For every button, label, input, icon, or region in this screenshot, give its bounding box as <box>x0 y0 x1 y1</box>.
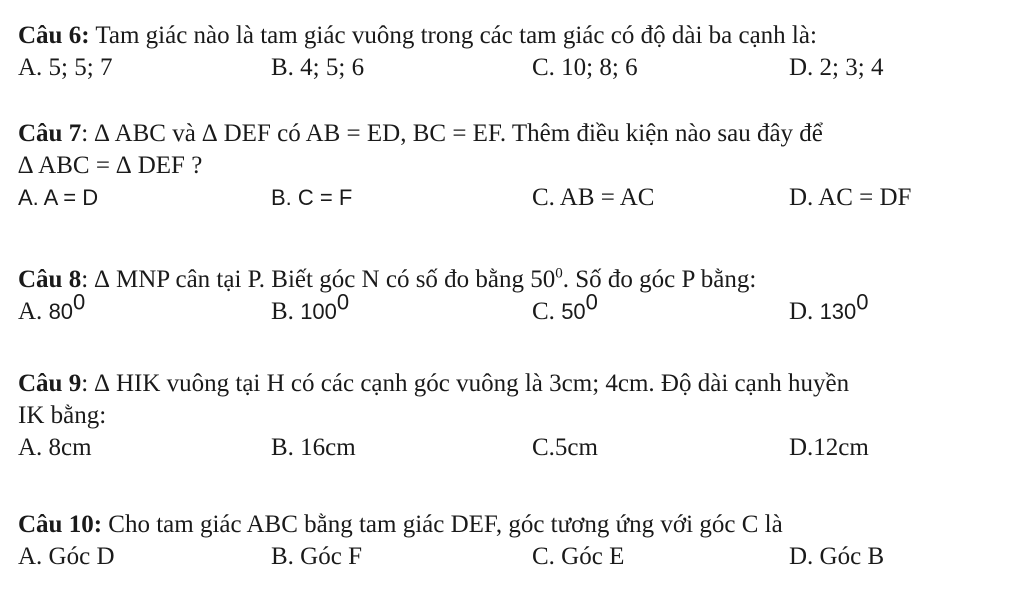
question-8-option-b-prefix: B. <box>271 298 301 325</box>
question-6-option-d[interactable]: D. 2; 3; 4 <box>789 54 884 81</box>
question-8-option-a[interactable] <box>18 289 86 328</box>
question-9-option-b[interactable]: B. 16cm <box>271 434 356 461</box>
question-8-options <box>18 289 1018 328</box>
question-7 <box>18 118 1018 214</box>
question-7-option-b-text: B. C = F <box>271 185 353 210</box>
question-8-option-d-degree: 0 <box>856 289 869 315</box>
question-8-option-d-prefix: D. <box>789 298 820 325</box>
question-10-option-c[interactable]: C. Góc E <box>532 543 625 570</box>
question-6-option-a[interactable]: A. 5; 5; 7 <box>18 54 113 81</box>
question-8-degree: 0 <box>555 265 563 282</box>
question-6 <box>18 20 1018 84</box>
question-7-option-d[interactable]: D. AC = DF <box>789 184 912 211</box>
question-7-stem-line-1 <box>18 118 1018 150</box>
question-8-option-a-degree: 0 <box>73 289 86 315</box>
question-9-text-line-1: : ∆ HIK vuông tại H có các cạnh góc vuông là 3cm; 4cm. Độ dài cạnh huyền <box>81 370 850 397</box>
question-6-options <box>18 52 1018 84</box>
question-9-stem-line-1 <box>18 368 1018 400</box>
question-6-text: Tam giác nào là tam giác vuông trong các tam giác có độ dài ba cạnh là: <box>89 22 817 49</box>
question-7-stem-line-2: ∆ ABC = ∆ DEF ? <box>18 152 203 179</box>
question-9-option-d[interactable]: D.12cm <box>789 434 869 461</box>
question-8-option-b-value: 100 <box>300 299 337 324</box>
question-8-option-d-value: 130 <box>819 299 857 324</box>
question-10 <box>18 509 1018 573</box>
question-7-option-b[interactable] <box>271 182 352 214</box>
question-8-option-c-value: 50 <box>561 299 586 324</box>
question-7-option-a-text: A. A = D <box>18 185 99 210</box>
question-10-option-d[interactable]: D. Góc B <box>789 543 885 570</box>
question-7-option-a[interactable] <box>18 182 98 214</box>
question-8-option-b-degree: 0 <box>336 289 350 315</box>
question-9-option-c[interactable]: C.5cm <box>532 434 598 461</box>
question-6-label: Câu 6: <box>18 22 90 49</box>
question-10-options <box>18 541 1018 573</box>
question-7-options <box>18 182 1018 214</box>
question-8-option-d[interactable] <box>789 289 869 328</box>
question-8-text-before: : ∆ MNP cân tại P. Biết góc N có số đo bằng 50 <box>81 266 556 293</box>
question-9-option-a[interactable]: A. 8cm <box>18 434 92 461</box>
question-8-text-after: . Số đo góc P bằng: <box>562 266 757 293</box>
question-9 <box>18 368 1018 464</box>
question-8-option-c-prefix: C. <box>532 298 562 325</box>
question-6-option-c[interactable]: C. 10; 8; 6 <box>532 54 638 81</box>
question-9-options <box>18 432 1018 464</box>
question-8-option-a-prefix: A. <box>18 298 49 325</box>
question-7-label: Câu 7 <box>18 120 82 147</box>
question-8-label: Câu 8 <box>18 266 82 293</box>
question-8-option-a-value: 80 <box>48 299 74 324</box>
question-10-label: Câu 10: <box>18 511 103 538</box>
question-8-option-b[interactable] <box>271 289 350 328</box>
question-8 <box>18 264 1018 328</box>
question-7-option-c[interactable]: C. AB = AC <box>532 184 655 211</box>
question-10-option-b[interactable]: B. Góc F <box>271 543 362 570</box>
question-8-option-c[interactable] <box>532 289 598 328</box>
question-9-stem-line-2: IK bằng: <box>18 402 107 429</box>
question-9-label: Câu 9 <box>18 370 82 397</box>
question-10-stem <box>18 509 1018 541</box>
question-10-text: Cho tam giác ABC bằng tam giác DEF, góc tương ứng với góc C là <box>102 511 783 538</box>
question-6-option-b[interactable]: B. 4; 5; 6 <box>271 54 365 81</box>
question-7-text-line-1: : ∆ ABC và ∆ DEF có AB = ED, BC = EF. Thêm điều kiện nào sau đây để <box>81 120 823 147</box>
question-8-option-c-degree: 0 <box>585 289 598 315</box>
question-6-stem <box>18 20 1018 52</box>
question-10-option-a[interactable]: A. Góc D <box>18 543 115 570</box>
